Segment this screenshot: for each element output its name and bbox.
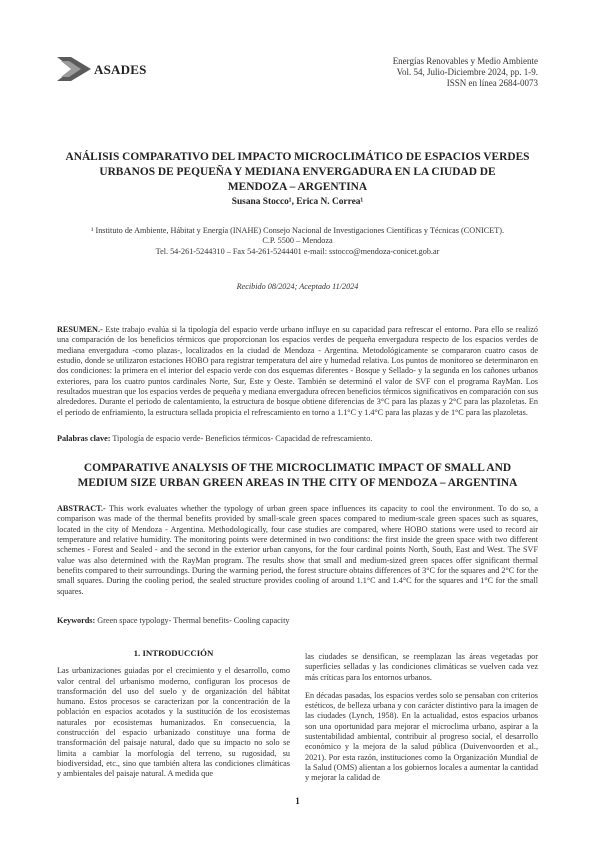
received-dates: Recibido 08/2024; Aceptado 11/2024 — [236, 282, 359, 291]
keywords-es — [57, 434, 538, 444]
title-en-line: COMPARATIVE ANALYSIS OF THE MICROCLIMATIC IMPACT OF SMALL AND — [83, 462, 512, 474]
title-es-line: MENDOZA – ARGENTINA — [227, 181, 368, 193]
keywords-en-label: Keywords: — [57, 616, 96, 625]
abstract — [57, 504, 538, 597]
affiliation-address: C.P. 5500 – Mendoza — [262, 236, 333, 246]
resumen — [57, 325, 538, 418]
keywords-en-text: Green space typology- Thermal benefits- Cooling capacity — [97, 616, 290, 625]
journal-name: Energías Renovables y Medio Ambiente — [392, 56, 538, 66]
keywords-es-text: Tipología de espacio verde- Beneficios térmicos- Capacidad de refrescamiento. — [112, 434, 373, 443]
abstract-text: This work evaluates whether the typology of urban green space influences its capacity to cool the environment. To do so, a comparison was made of the thermal benefits provided by small-scale green spaces compared to medium-scale green spaces such as squares, located in the city of Mendoza - Argentina. Methodologically, four case studies are compared, where HOBO stations were used to record air temperature and relative humidity. The monitoring points were determined in two conditions: the first inside the green space with two different schemes - Forest and Sealed - and the second in the exterior urban canyons, for the four cardinal points North, South, East and West. The SVF value was also determined with the RayMan program. The results show that small and medium-sized green spaces offer significant thermal benefits compared to their surroundings. During the warming period, the forest structure obtains differences of 3°C for the squares and 2°C for the small squares. During the cooling period, the sealed structure provides cooling of around 1.1°C and 1.4°C for the squares and 1°C for the small squares. — [57, 504, 538, 596]
asades-logo — [57, 55, 177, 83]
paper-title-en — [57, 461, 538, 491]
journal-volume: Vol. 54, Julio-Diciembre 2024, pp. 1-9. — [396, 67, 538, 77]
intro-paragraph: En décadas pasadas, los espacios verdes solo se pensaban con criterios estéticos, de belleza urbana y con carácter distintivo para la imagen de las ciudades (Lynch, 1958). En la actualidad, estos espacios urbanos son una oportunidad para mejorar el microclima urbano, aspirar a la sustentabilidad ambiental, contribuir al progreso social, el desarrollo económico y la mejora de la salud pública (Duivenvoorden et al., 2021). Por esta razón, instituciones como la Organización Mundial de la Salud (OMS) alientan a los gobiernos locales a aumentar la cantidad y mejorar la calidad de — [305, 690, 538, 783]
resumen-text: Este trabajo evalúa si la tipología del espacio verde urbano influye en su capacidad para refrescar el entorno. Para ello se realizó una comparación de los beneficios térmicos que proporcionan los espacios verdes de pequeña envergadura respecto de los espacios verdes de mediana envergadura -como plazas-, localizados en la ciudad de Mendoza - Argentina. Metodológicamente se compararon cuatro casos de estudio, donde se utilizaron estaciones HOBO para registrar temperatura del aire y humedad relativa. Los puntos de monitoreo se determinaron en dos condiciones: la primera en el interior del espacio verde con dos esquemas diferentes - Bosque y Sellado- y la segunda en los cañones urbanos exteriores, para los cuatro puntos cardinales Norte, Sur, Este y Oeste. También se determinó el valor de SVF con el programa RayMan. Los resultados muestran que los espacios verdes de pequeña y mediana envergadura ofrecen beneficios térmicos significativos en comparación con sus alrededores. Durante el periodo de calentamiento, la estructura de bosque obtiene diferencias de 3°C para las plazas y 2°C para las plazoletas. En el periodo de enfriamiento, la estructura sellada propicia el refrescamiento en torno a 1.1°C y 1.4°C para las plazas y de 1°C para las plazoletas. — [57, 325, 539, 417]
journal-issn: ISSN en línea 2684-0073 — [446, 78, 538, 88]
resumen-label: RESUMEN.- — [57, 325, 103, 334]
page-number: 1 — [295, 796, 300, 806]
title-es-line: URBANOS DE PEQUEÑA Y MEDIANA ENVERGADURA EN LA CIUDAD DE — [99, 166, 496, 178]
affiliation-institute: ¹ Instituto de Ambiente, Hábitat y Energía (INAHE) Consejo Nacional de Investigaciones Científicas y Técnicas (CONICET). — [90, 226, 504, 235]
affiliation-contact: Tel. 54-261-5244310 – Fax 54-261-5244401 e-mail: sstocco@mendoza-conicet.gob.ar — [155, 246, 440, 256]
affiliation — [57, 226, 538, 257]
authors: Susana Stocco¹, Erica N. Correa¹ — [231, 197, 364, 207]
intro-paragraph: las ciudades se densifican, se reemplazan las áreas vegetadas por superficies selladas y las condiciones climáticas se vuelven cada vez más críticas para los entornos urbanos. — [305, 652, 538, 682]
section-heading: 1. INTRODUCCIÓN — [133, 648, 214, 658]
keywords-es-label: Palabras clave: — [57, 434, 111, 443]
title-en-line: MEDIUM SIZE URBAN GREEN AREAS IN THE CITY OF MENDOZA – ARGENTINA — [77, 477, 518, 489]
journal-info — [393, 56, 538, 89]
abstract-label: ABSTRACT.- — [57, 504, 106, 513]
column-left — [57, 648, 290, 780]
logo-text: ASADES — [94, 62, 147, 77]
asades-logo-icon — [57, 57, 91, 81]
intro-paragraph: Las urbanizaciones guiadas por el crecimiento y el desarrollo, como valor central del urbanismo moderno, configuran los procesos de transformación del uso del suelo y de organización del hábitat humano. Estos procesos se caracterizan por la concentración de la población en espacios acotados y la sustitución de los ecosistemas naturales por ecosistemas humanizados. En consecuencia, la construcción del espacio urbanizado constituye una forma de transformación del paisaje natural, dado que su impacto no solo se limita a cambiar la morfología del terreno, su rugosidad, su biodiversidad, etc., sino que también altera las condiciones climáticas y ambientales del paisaje natural. A medida que — [57, 666, 290, 779]
column-right — [305, 652, 538, 784]
paper-title-es — [57, 150, 538, 195]
keywords-en — [57, 616, 538, 626]
title-es-line: ANÁLISIS COMPARATIVO DEL IMPACTO MICROCLIMÁTICO DE ESPACIOS VERDES — [65, 151, 530, 163]
